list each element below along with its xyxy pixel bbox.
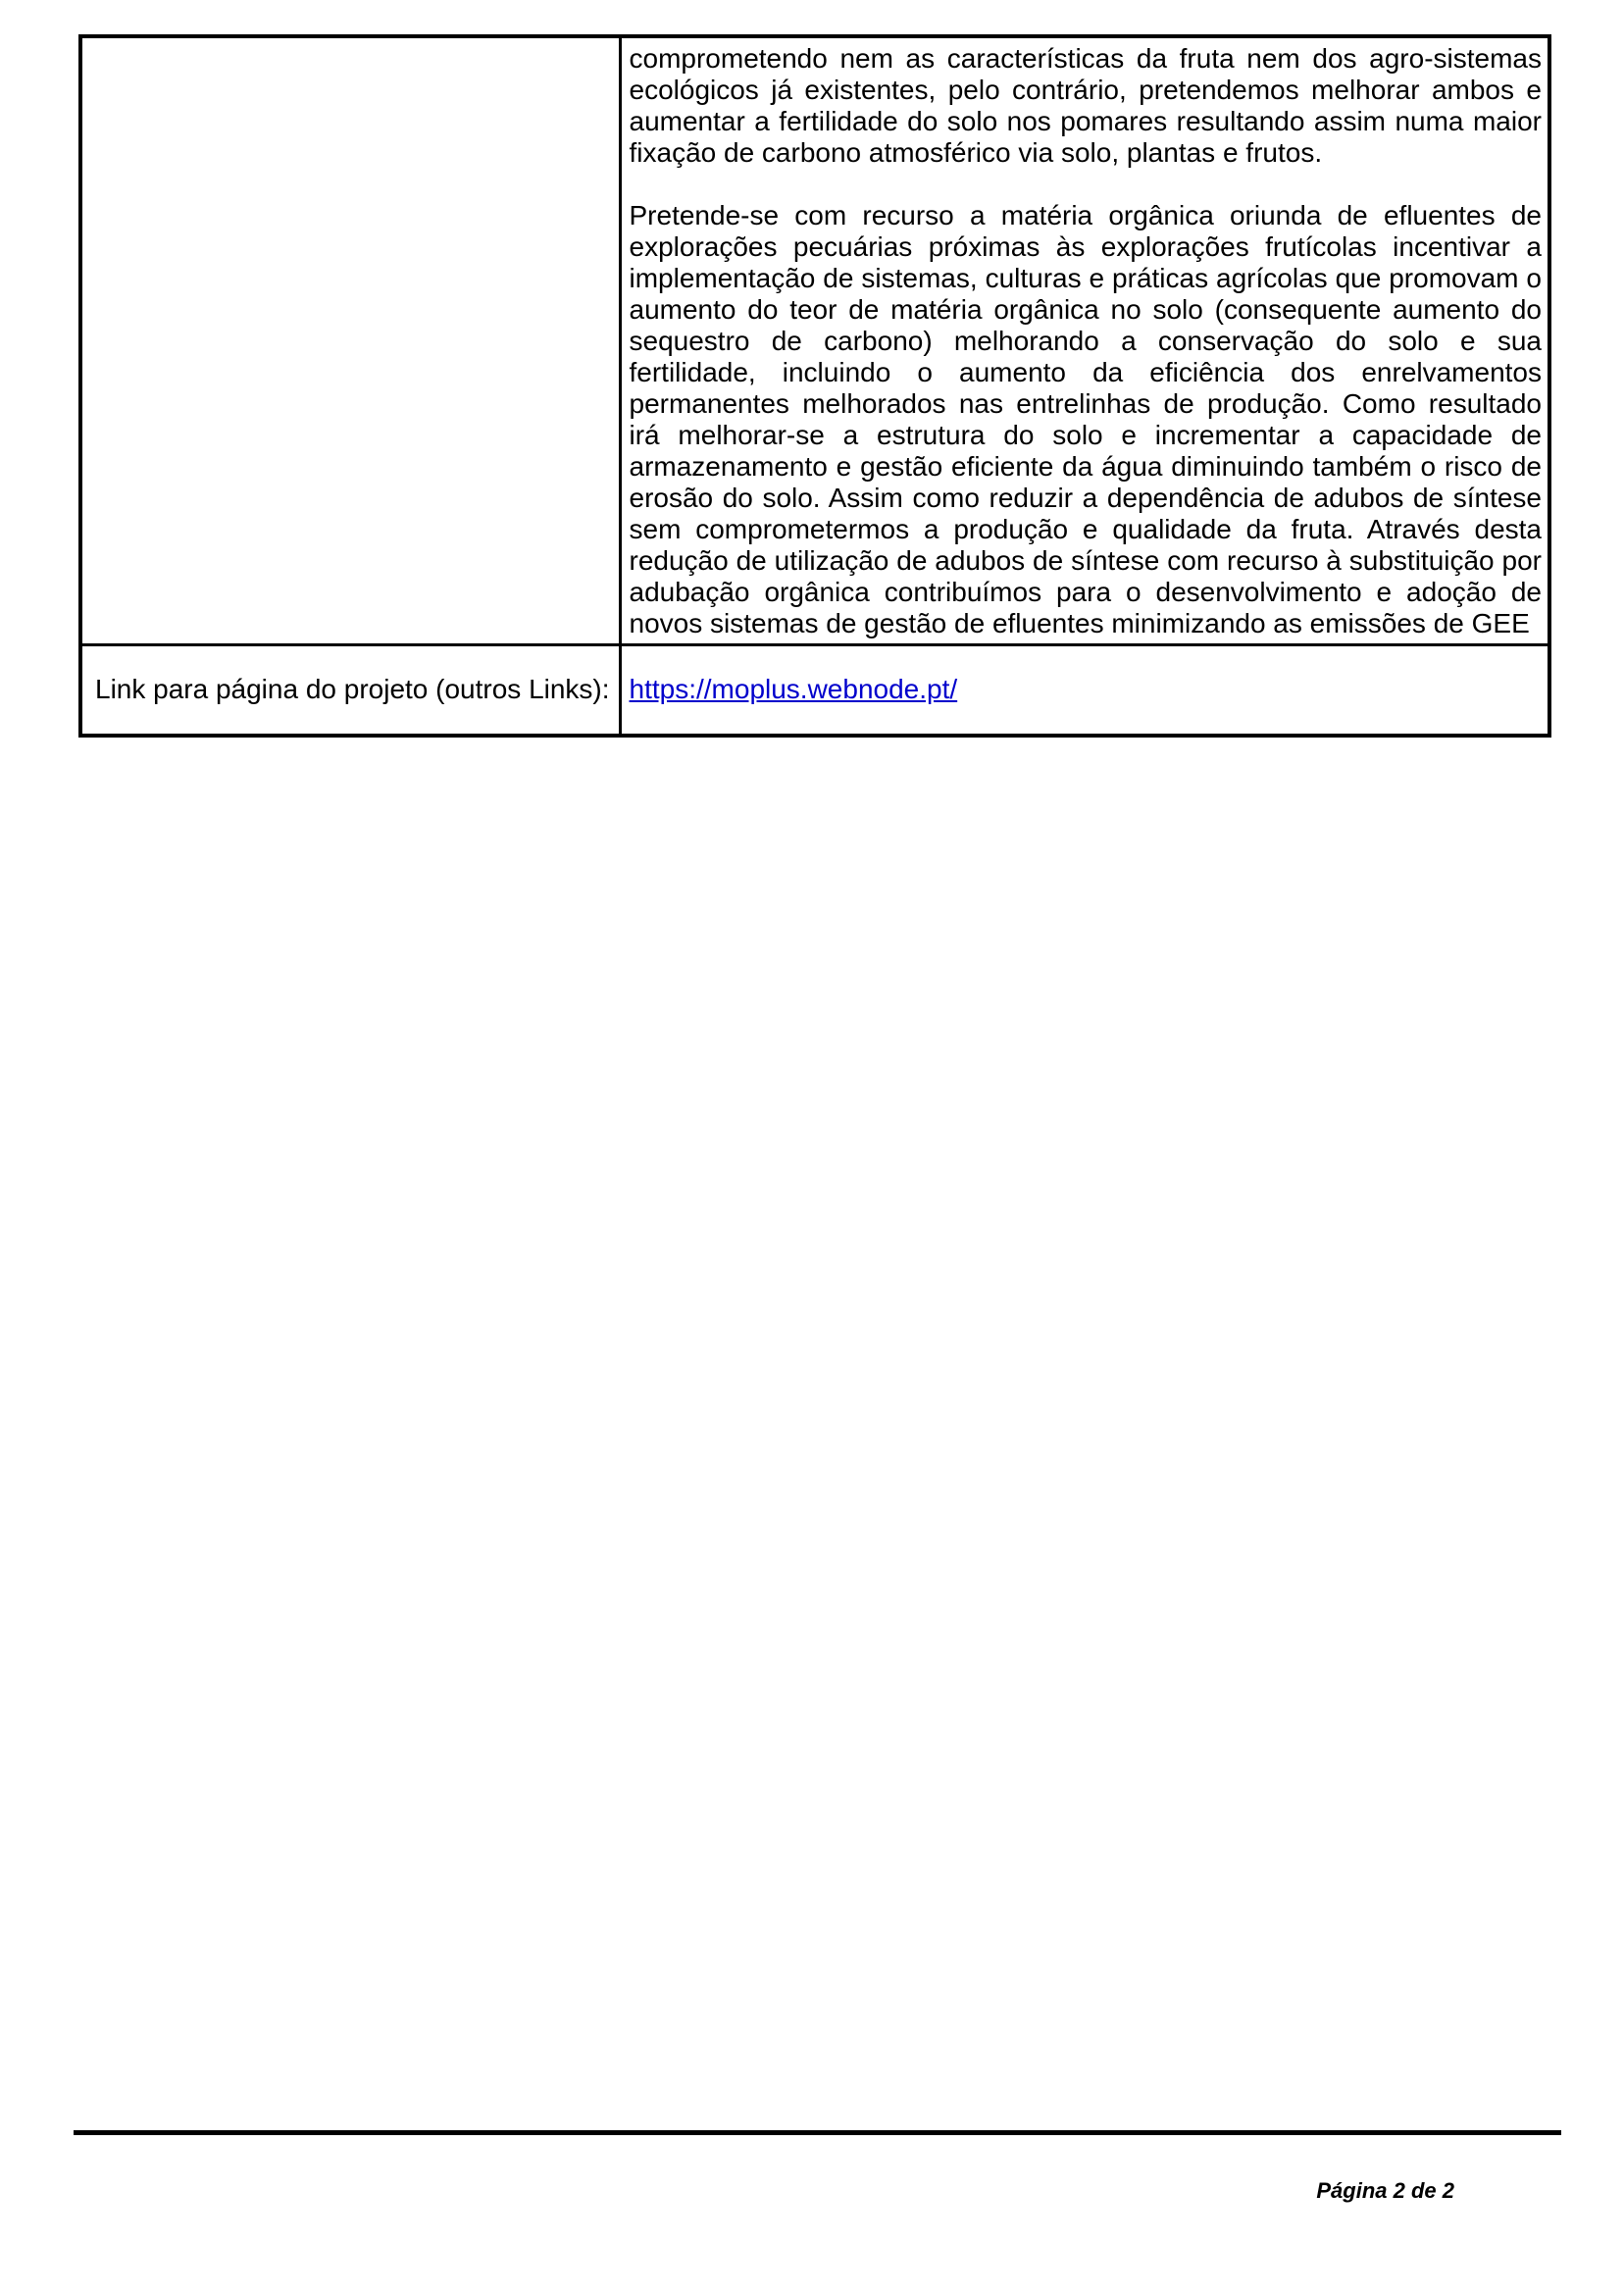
project-link-label: Link para página do projeto (outros Links): [80,645,620,736]
description-text-cell [620,36,1549,645]
table-row-project-link [80,645,1549,736]
project-form-table [78,34,1551,738]
table-row-description [80,36,1549,645]
description-paragraph-2: Pretende-se com recurso a matéria orgânica oriunda de efluentes de explorações pecuárias próximas às explorações frutícolas incentivar a implementação de sistemas, culturas e práticas agrícolas que promovam o aumento do teor de matéria orgânica no solo (consequente aumento do sequestro de carbono) melhorando a conservação do solo e sua fertilidade, incluindo o aumento da eficiência dos enrelvamentos permanentes melhorados nas entrelinhas de produção. Como resultado irá melhorar-se a estrutura do solo e incrementar a capacidade de armazenamento e gestão eficiente da água diminuindo também o risco de erosão do solo. Assim como reduzir a dependência de adubos de síntese sem comprometermos a produção e qualidade da fruta. Através desta redução de utilização de adubos de síntese com recurso à substituição por adubação orgânica contribuímos para o desenvolvimento e adoção de novos sistemas de gestão de efluentes minimizando as emissões de GEE [629,200,1542,638]
footer-page-number: Página 2 de 2 [1316,2178,1454,2203]
description-paragraph-1: comprometendo nem as características da fruta nem dos agro-sistemas ecológicos já existentes, pelo contrário, pretendemos melhorar ambos e aumentar a fertilidade do solo nos pomares resultando assim numa maior fixação de carbono atmosférico via solo, plantas e frutos. [629,43,1542,168]
project-link-cell [620,645,1549,736]
footer-divider [74,2130,1561,2135]
project-link[interactable]: https://moplus.webnode.pt/ [629,674,958,705]
description-label-cell-empty [80,36,620,645]
